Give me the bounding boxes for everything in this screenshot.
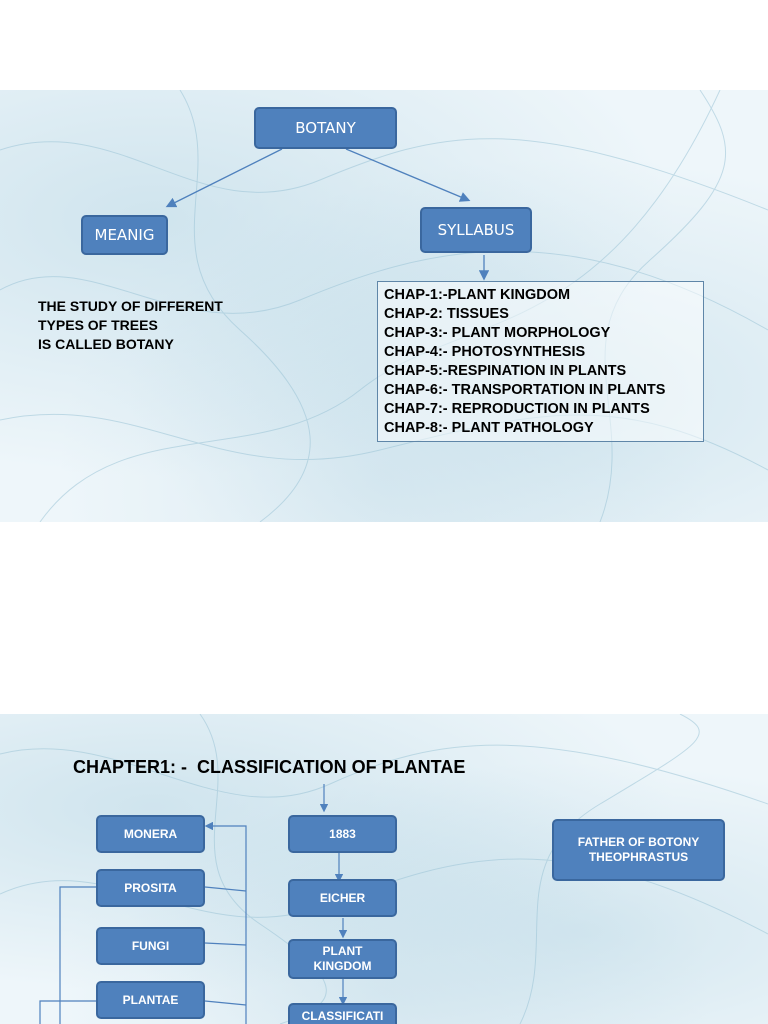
syllabus-item: CHAP-8:- PLANT PATHOLOGY <box>384 420 594 436</box>
person-node: EICHER <box>288 879 397 917</box>
classification-node: CLASSIFICATI <box>288 1003 397 1024</box>
syllabus-node: SYLLABUS <box>420 207 532 253</box>
meaning-line: TYPES OF TREES <box>38 317 158 333</box>
chapter-title: CHAPTER1: - CLASSIFICATION OF PLANTAE <box>73 757 466 777</box>
year-node: 1883 <box>288 815 397 853</box>
syllabus-item: CHAP-4:- PHOTOSYNTHESIS <box>384 344 586 360</box>
botany-meaning-text <box>38 297 223 354</box>
meaning-line: IS CALLED BOTANY <box>38 336 174 352</box>
syllabus-item: CHAP-5:-RESPINATION IN PLANTS <box>384 363 627 379</box>
plant-kingdom-line: KINGDOM <box>313 959 372 973</box>
kingdom-plantae: PLANTAE <box>96 981 205 1019</box>
meaning-node: MEANIG <box>81 215 168 255</box>
plant-kingdom-node <box>288 939 397 979</box>
syllabus-item: CHAP-6:- TRANSPORTATION IN PLANTS <box>384 382 666 398</box>
syllabus-list <box>377 281 704 442</box>
botany-node: BOTANY <box>254 107 397 149</box>
syllabus-item: CHAP-3:- PLANT MORPHOLOGY <box>384 325 611 341</box>
plant-kingdom-line: PLANT <box>322 944 363 958</box>
father-line: FATHER OF BOTONY <box>577 835 700 849</box>
syllabus-item: CHAP-7:- REPRODUCTION IN PLANTS <box>384 401 650 417</box>
syllabus-item: CHAP-1:-PLANT KINGDOM <box>384 287 571 303</box>
father-of-botany-node <box>552 819 725 881</box>
syllabus-item: CHAP-2: TISSUES <box>384 306 509 322</box>
slide-classification <box>0 714 768 1024</box>
father-line: THEOPHRASTUS <box>588 850 689 864</box>
kingdom-fungi: FUNGI <box>96 927 205 965</box>
kingdom-prosita: PROSITA <box>96 869 205 907</box>
kingdom-monera: MONERA <box>96 815 205 853</box>
meaning-line: THE STUDY OF DIFFERENT <box>38 298 223 314</box>
